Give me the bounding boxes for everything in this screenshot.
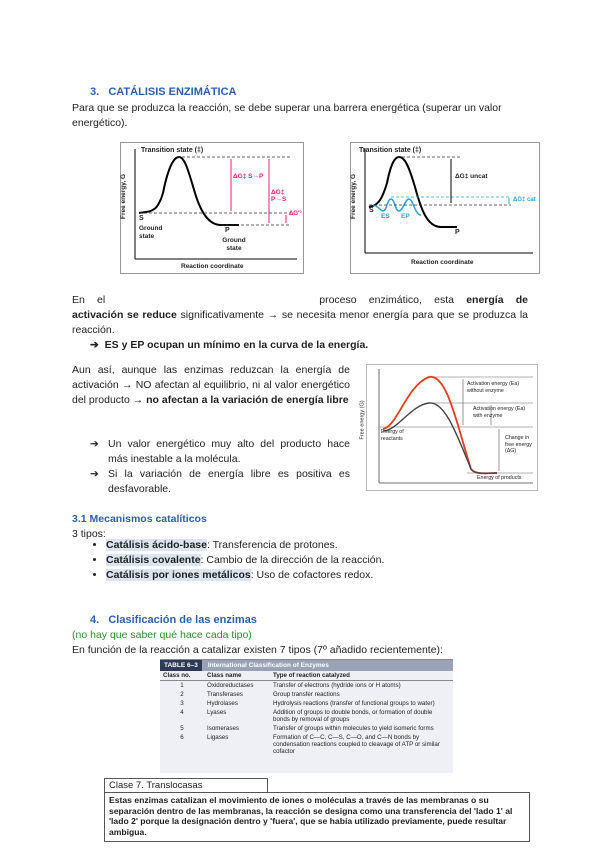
th-reaction: Type of reaction catalyzed [273,672,350,679]
cell: Transfer of electrons (hydride ions or H atoms) [273,682,401,689]
bullet1-text: ES y EP ocupan un mínimo en la curva de la energía. [104,339,369,351]
cell: Lyases [207,709,227,716]
list-item [106,553,384,568]
para1-part-c: energía de activación se reduce [72,294,529,321]
fig2-ylabel: Free energy, G [350,173,358,220]
arrow2-text: Si la variación de energía libre es positiva es desfavorable. [108,468,350,495]
para1-part-d: significativamente → se necesita menor energía para que se produzca la reacción. [72,309,528,336]
cell: 2 [180,691,184,698]
mech-term: Catálisis ácido-base [106,539,207,551]
mech-desc: : Cambio de la dirección de la reacción. [200,554,385,566]
enzyme-table [160,671,453,756]
fig1-dg3: ΔG'° [289,211,302,217]
fig2-dg-uncat: ΔG‡ uncat [455,173,488,180]
mechanisms-list [72,538,384,583]
arrow1-text: Un valor energético muy alto del producto hace más inestable a la molécula. [108,438,350,465]
class7-title: Clase 7. Translocasas [109,780,203,791]
mech-term: Catálisis covalente [106,554,201,566]
para2-bold: no afectan a la variación de energía libre [146,394,349,406]
section31-tipos: 3 tipos: [72,528,106,540]
para1-part-a: En el [72,294,106,306]
section3-para1 [72,293,528,338]
table-row [160,690,453,699]
arrow-item-2 [90,467,350,497]
table-header-bar [160,660,453,671]
section3-number: 3. [90,86,100,98]
cell: 5 [180,725,184,732]
arrow-icon: ➔ [90,438,99,450]
arrow-item-1 [90,437,350,467]
th-class-no: Class no. [163,672,191,679]
mech-desc: : Transferencia de protones. [206,539,338,551]
section4-number: 4. [90,614,100,626]
arrow-icon: ➔ [90,339,99,351]
cell: Hydrolysis reactions (transfer of functional groups to water) [273,700,435,707]
figure-energy-diagram-2 [350,142,540,274]
mech-term: Catálisis por iones metálicos [106,569,251,581]
section4-heading [90,614,257,626]
table-row [160,708,453,724]
para1-part-b: proceso enzimático, esta [319,294,467,306]
fig2-dg-cat: ΔG‡ cat [513,197,536,203]
fig1-ground2: Ground state [222,237,246,252]
class7-text: Estas enzimas catalizan el movimiento de iones o moléculas a través de las membranas o su separación dentro de las membranas, la reacción se designa como una transferencia del 'lado 1' al 'lado 2' porque la designación dentro y 'fuera', que se había utilizado previamente, puede resultar ambigua. [109,795,513,837]
para2-plain: Aun así, aunque las enzimas reduzcan la energía de activación → NO afectan al equilibrio, ni al valor energético del producto → [72,364,350,406]
fig2-p: P [455,229,460,236]
section3-heading [90,86,236,98]
fig1-dg2: ΔG‡ P→S [271,189,287,203]
cell: Transferases [207,691,243,698]
fig2-xlabel: Reaction coordinate [411,259,474,266]
table-head-row [160,671,453,681]
section3-intro: Para que se produzca la reacción, se debe superar una barrera energética (superar un valor energético). [72,102,502,129]
fig1-dg1: ΔG‡ S→P [233,173,264,180]
list-item [106,568,384,583]
fig1-title: Transition state (‡) [141,147,204,154]
fig3-change: Change in free energy (ΔG) [505,435,532,454]
section4-note: (no hay que saber qué hace cada tipo) [72,629,252,641]
fig3-reactants: Energy of reactants [381,429,404,442]
fig3-products: Energy of products [477,475,522,481]
section31-title: 3.1 Mecanismos catalíticos [72,513,207,525]
fig1-ylabel: Free energy, G [120,173,128,220]
fig1-xlabel: Reaction coordinate [181,263,244,270]
cell: 4 [180,709,184,716]
cell: 6 [180,734,184,741]
cell: 3 [180,700,184,707]
cell: Oxidoreductases [207,682,254,689]
cell: Ligases [207,734,229,741]
section3-title: CATÁLISIS ENZIMÁTICA [108,86,237,98]
list-item [106,538,384,553]
fig3-act-with: Activation energy (Ea) with enzyme [473,406,526,419]
table-row [160,724,453,733]
fig1-s: S [139,215,144,222]
cell: 1 [180,682,184,689]
section4-text: En función de la reacción a catalizar existen 7 tipos (7º añadido recientemente): [72,644,443,656]
fig3-act-without: Activation energy (Ea) without enzyme [467,381,520,394]
fig2-s: S [369,207,374,214]
fig2-ep: EP [401,213,410,220]
cell: Isomerases [207,725,239,732]
table-row [160,733,453,756]
section3-para2 [72,363,350,408]
arrow-icon: ➔ [90,468,99,480]
cell: Addition of groups to double bonds, or formation of double bonds by removal of groups [273,709,433,723]
th-class-name: Class name [207,672,242,679]
table-title: International Classification of Enzymes [207,662,329,669]
class7-text-box [104,792,530,842]
fig1-ground1: Ground state [139,225,163,240]
cell: Transfer of groups within molecules to yield isomeric forms [273,725,434,732]
class7-title-box [104,778,268,793]
table-row [160,699,453,708]
mech-desc: : Uso de cofactores redox. [250,569,374,581]
fig1-p: P [225,227,230,234]
enzyme-classification-table [160,659,453,773]
fig2-es: ES [381,213,390,220]
bullet-es-ep [90,338,368,353]
section4-title: Clasificación de las enzimas [108,614,257,626]
table-label: TABLE 6–3 [160,660,202,671]
cell: Hydrolases [207,700,238,707]
cell: Group transfer reactions [273,691,340,698]
fig2-title: Transition state (‡) [359,147,422,154]
figure-activation-energy [359,364,538,491]
figure-energy-diagram-1 [120,142,304,274]
fig3-ylabel: Free energy (G) [359,400,366,440]
cell: Formation of C—C, C—S, C—O, and C—N bonds by condensation reactions coupled to cleavage of ATP or similar cofactor [273,734,440,755]
table-row [160,681,453,691]
